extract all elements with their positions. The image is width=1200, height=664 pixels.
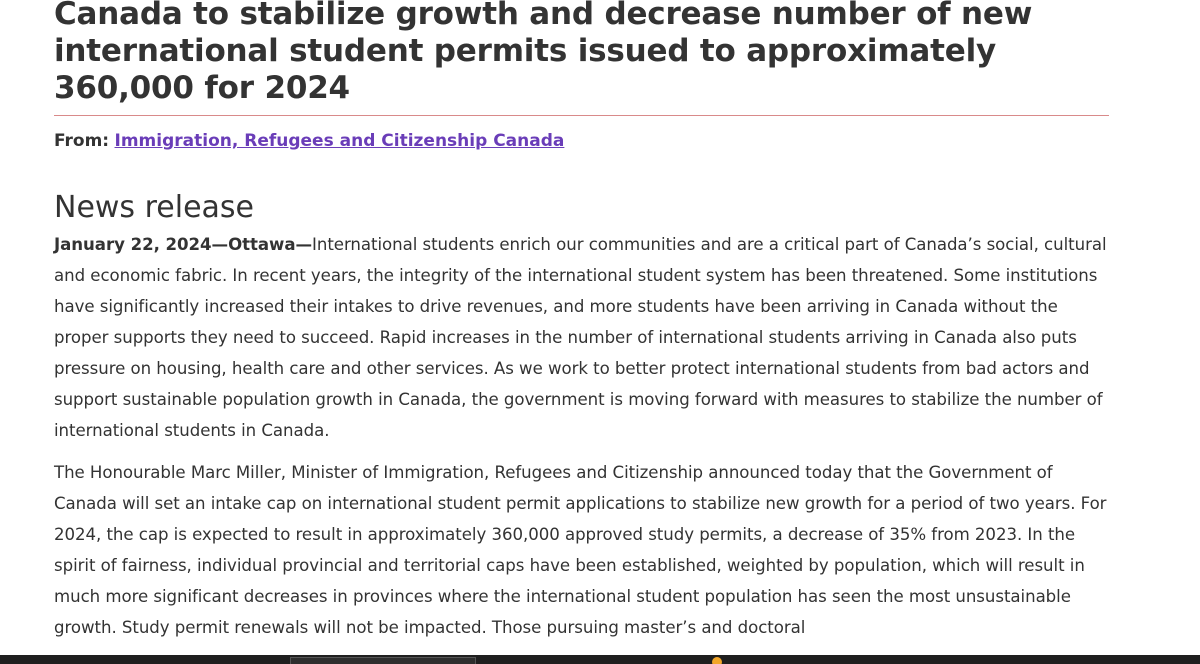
paragraph-1-text: International students enrich our communities and are a critical part of Canada’s social, cultural and economic fabric. In recent years, the integrity of the international student system has been threatened. Some institutions have significantly increased their intakes to drive revenues, and more students have been arriving in Canada without the proper supports they need to succeed. Rapid increases in the number of international students arriving in Canada also puts pressure on housing, health care and other services. As we work to better protect international students from bad actors and support sustainable population growth in Canada, the government is moving forward with measures to stabilize the number of international students in Canada. [54,235,1107,440]
title-divider [54,115,1109,116]
section-heading: News release [54,190,254,225]
folder-icon[interactable] [712,657,722,664]
taskbar-search-box[interactable] [290,657,476,664]
taskbar [0,655,1200,664]
from-line [54,130,1114,152]
from-label: From: [54,131,110,151]
article-content [54,0,1114,643]
page-title: Canada to stabilize growth and decrease number of new international student permits issued to approximately 360,000 for 2024 [54,0,1033,106]
dateline: January 22, 2024—Ottawa— [54,235,313,254]
department-link[interactable]: Immigration, Refugees and Citizenship Canada [114,131,565,151]
paragraph-2: The Honourable Marc Miller, Minister of Immigration, Refugees and Citizenship announced today that the Government of Canada will set an intake cap on international student permit applications to stabilize new growth for a period of two years. For 2024, the cap is expected to result in approximately 360,000 approved study permits, a decrease of 35% from 2023. In the spirit of fairness, individual provincial and territorial caps have been established, weighted by population, which will result in much more significant decreases in provinces where the international student population has seen the most unsustainable growth. Study permit renewals will not be impacted. Those pursuing master’s and doctoral [54,463,1107,637]
paragraph-1 [54,229,1116,446]
